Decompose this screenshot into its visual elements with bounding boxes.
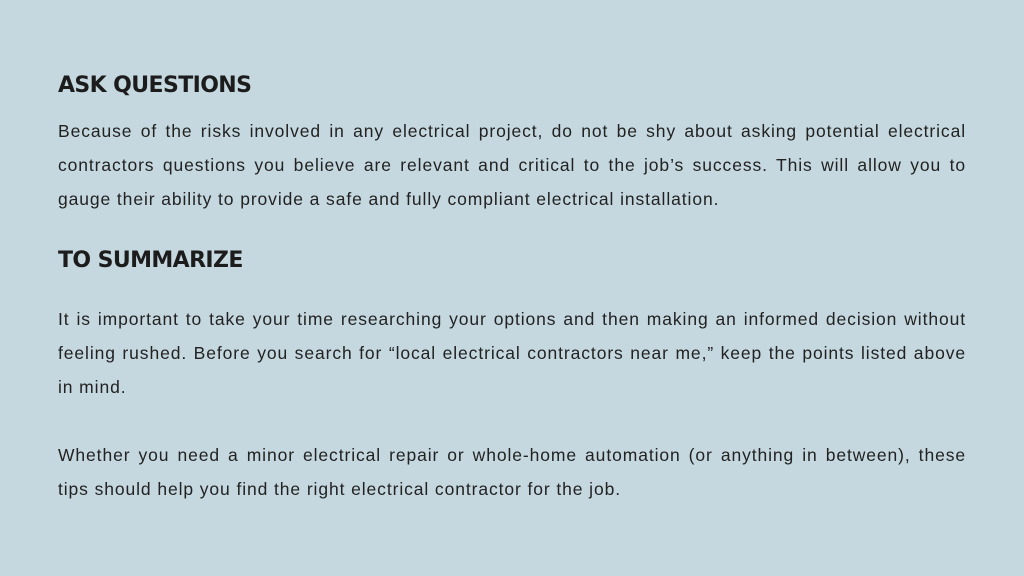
ask-questions-paragraph: Because of the risks involved in any electrical project, do not be shy about asking potential electrical contractors questions you believe are relevant and critical to the job’s success. This will allow you to gauge their ability to provide a safe and fully compliant electrical installation. (58, 121, 966, 209)
summary-paragraph-2: Whether you need a minor electrical repair or whole-home automation (or anything in between), these tips should help you find the right electrical contractor for the job. (58, 445, 966, 499)
heading-ask-questions: ASK QUESTIONS (58, 73, 252, 98)
summary-paragraph-1: It is important to take your time researching your options and then making an informed decision without feeling rushed. Before you search for “local electrical contractors near me,” keep the points listed above in mind. (58, 309, 966, 397)
heading-to-summarize: TO SUMMARIZE (58, 248, 243, 273)
slide-content (58, 0, 966, 576)
